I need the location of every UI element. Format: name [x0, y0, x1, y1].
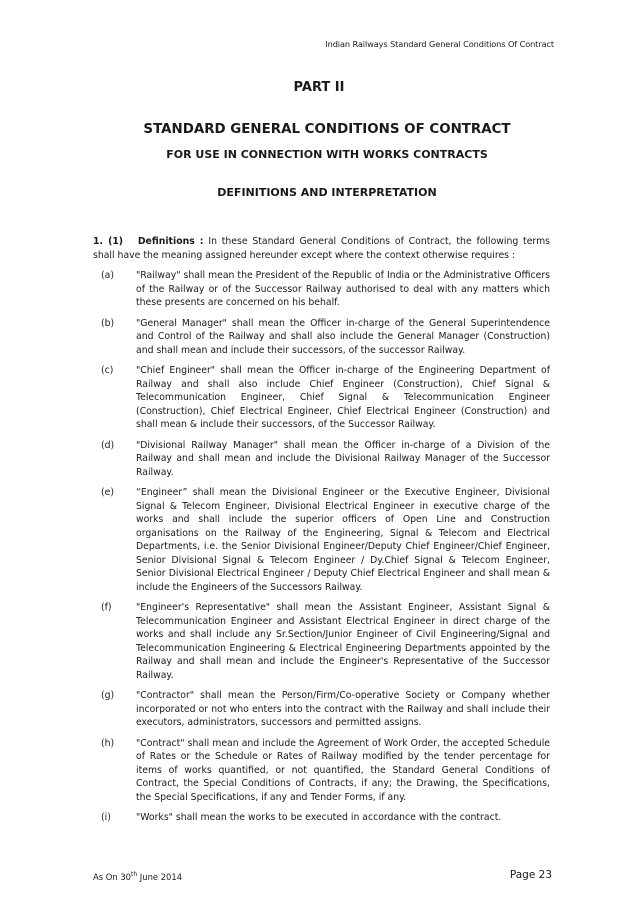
definition-text: "Chief Engineer" shall mean the Officer in-charge of the Engineering Department of Railway and shall also include Chief Engineer (Construction), Chief Signal & Telecommunication Engineer, Chief Signal & Telecommunication Engineer (Construction), Chief Electrical Engineer, Chief Electrical Engineer (Construction) and shall mean & include their successors, of the Successor Railway. — [136, 365, 550, 430]
definition-item — [93, 486, 550, 594]
section-heading: DEFINITIONS AND INTERPRETATION — [217, 186, 437, 199]
definition-item — [93, 269, 550, 310]
definition-text: "Contractor" shall mean the Person/Firm/Co-operative Society or Company whether incorporated or not who enters into the contract with the Railway and shall include their executors, administrators, successors and permitted assigns. — [136, 690, 550, 728]
definition-item — [93, 737, 550, 805]
definition-label: (e) — [101, 487, 114, 498]
clause-number: 1. (1) — [93, 236, 124, 247]
definition-item — [93, 364, 550, 432]
definition-text: "General Manager" shall mean the Officer in-charge of the General Superintendence and Control of the Railway and shall also include the General Manager (Construction) and shall mean and include their successors, of the successor Railway. — [136, 317, 550, 356]
definition-text: "Railway" shall mean the President of the Republic of India or the Administrative Officers of the Railway or of the Successor Railway authorised to deal with any matters which these presents are concerned on his behalf. — [136, 270, 550, 308]
footer-date-sup: th — [130, 871, 138, 878]
footer-date-prefix: As On 30 — [93, 871, 131, 882]
definition-label: (i) — [101, 812, 111, 823]
definition-label: (f) — [101, 602, 112, 613]
definitions-intro — [93, 235, 550, 262]
definition-label: (d) — [101, 439, 115, 451]
definition-label: (h) — [101, 737, 115, 749]
part-heading: PART II — [293, 80, 345, 95]
footer-date-suffix: June 2014 — [137, 871, 183, 882]
definition-label: (b) — [101, 317, 115, 329]
definition-label: (c) — [101, 365, 114, 376]
definition-label: (g) — [101, 690, 115, 701]
definition-text: "Contract" shall mean and include the Agreement of Work Order, the accepted Schedule of Rates or the Schedule or Rates of Railway modified by the tender percentage for items of works quantified, or not quantified, the Standard General Conditions of Contract, the Special Conditions of Contracts, if any; the Drawing, the Specifications, the Special Specifications, if any and Tender Forms, if any. — [136, 737, 550, 803]
definition-label: (a) — [101, 270, 114, 281]
footer-date — [93, 871, 182, 882]
definition-text: “Engineer” shall mean the Divisional Engineer or the Executive Engineer, Divisional Signal & Telecom Engineer, Divisional Electrical Engineer in executive charge of the works and shall include the superior officers of Open Line and Construction organisations on the Railway of the Engineering, Signal & Telecom and Electrical Departments, i.e. the Senior Divisional Engineer/Deputy Chief Engineer/Chief Engineer, Senior Divisional Signal & Telecom Engineer / Dy.Chief Signal & Telecom Engineer, Senior Divisional Electrical Engineer / Deputy Chief Electrical Engineer and shall mean & include the Engineers of the Successors Railway. — [136, 487, 550, 593]
clause-term: Definitions : — [137, 236, 204, 247]
definition-text: "Engineer's Representative" shall mean the Assistant Engineer, Assistant Signal & Telecommunication Engineer and Assistant Electrical Engineer in direct charge of the works and shall include any Sr.Section/Junior Engineer of Civil Engineering/Signal and Telecommunication Engineering & Electrical Engineering Departments appointed by the Railway and shall mean and include the Engineer's Representative of the Successor Railway. — [136, 602, 550, 681]
clause-text: In these Standard General Conditions of Contract, the following terms shall have the meaning assigned hereunder except where the context otherwise requires : — [93, 236, 550, 261]
definition-text: "Divisional Railway Manager" shall mean the Officer in-charge of a Division of the Railway and shall mean and include the Divisional Railway Manager of the Successor Railway. — [136, 439, 550, 478]
definition-item — [93, 601, 550, 682]
document-subtitle: FOR USE IN CONNECTION WITH WORKS CONTRACTS — [166, 148, 488, 161]
page-number: Page 23 — [509, 869, 552, 881]
definitions-list — [93, 269, 550, 832]
running-header: Indian Railways Standard General Conditions Of Contract — [325, 39, 554, 49]
definition-text: "Works" shall mean the works to be executed in accordance with the contract. — [136, 812, 502, 823]
document-title: STANDARD GENERAL CONDITIONS OF CONTRACT — [143, 122, 511, 137]
definition-item — [93, 317, 550, 358]
definition-item — [93, 439, 550, 480]
definition-item — [93, 811, 550, 825]
definition-item — [93, 689, 550, 730]
